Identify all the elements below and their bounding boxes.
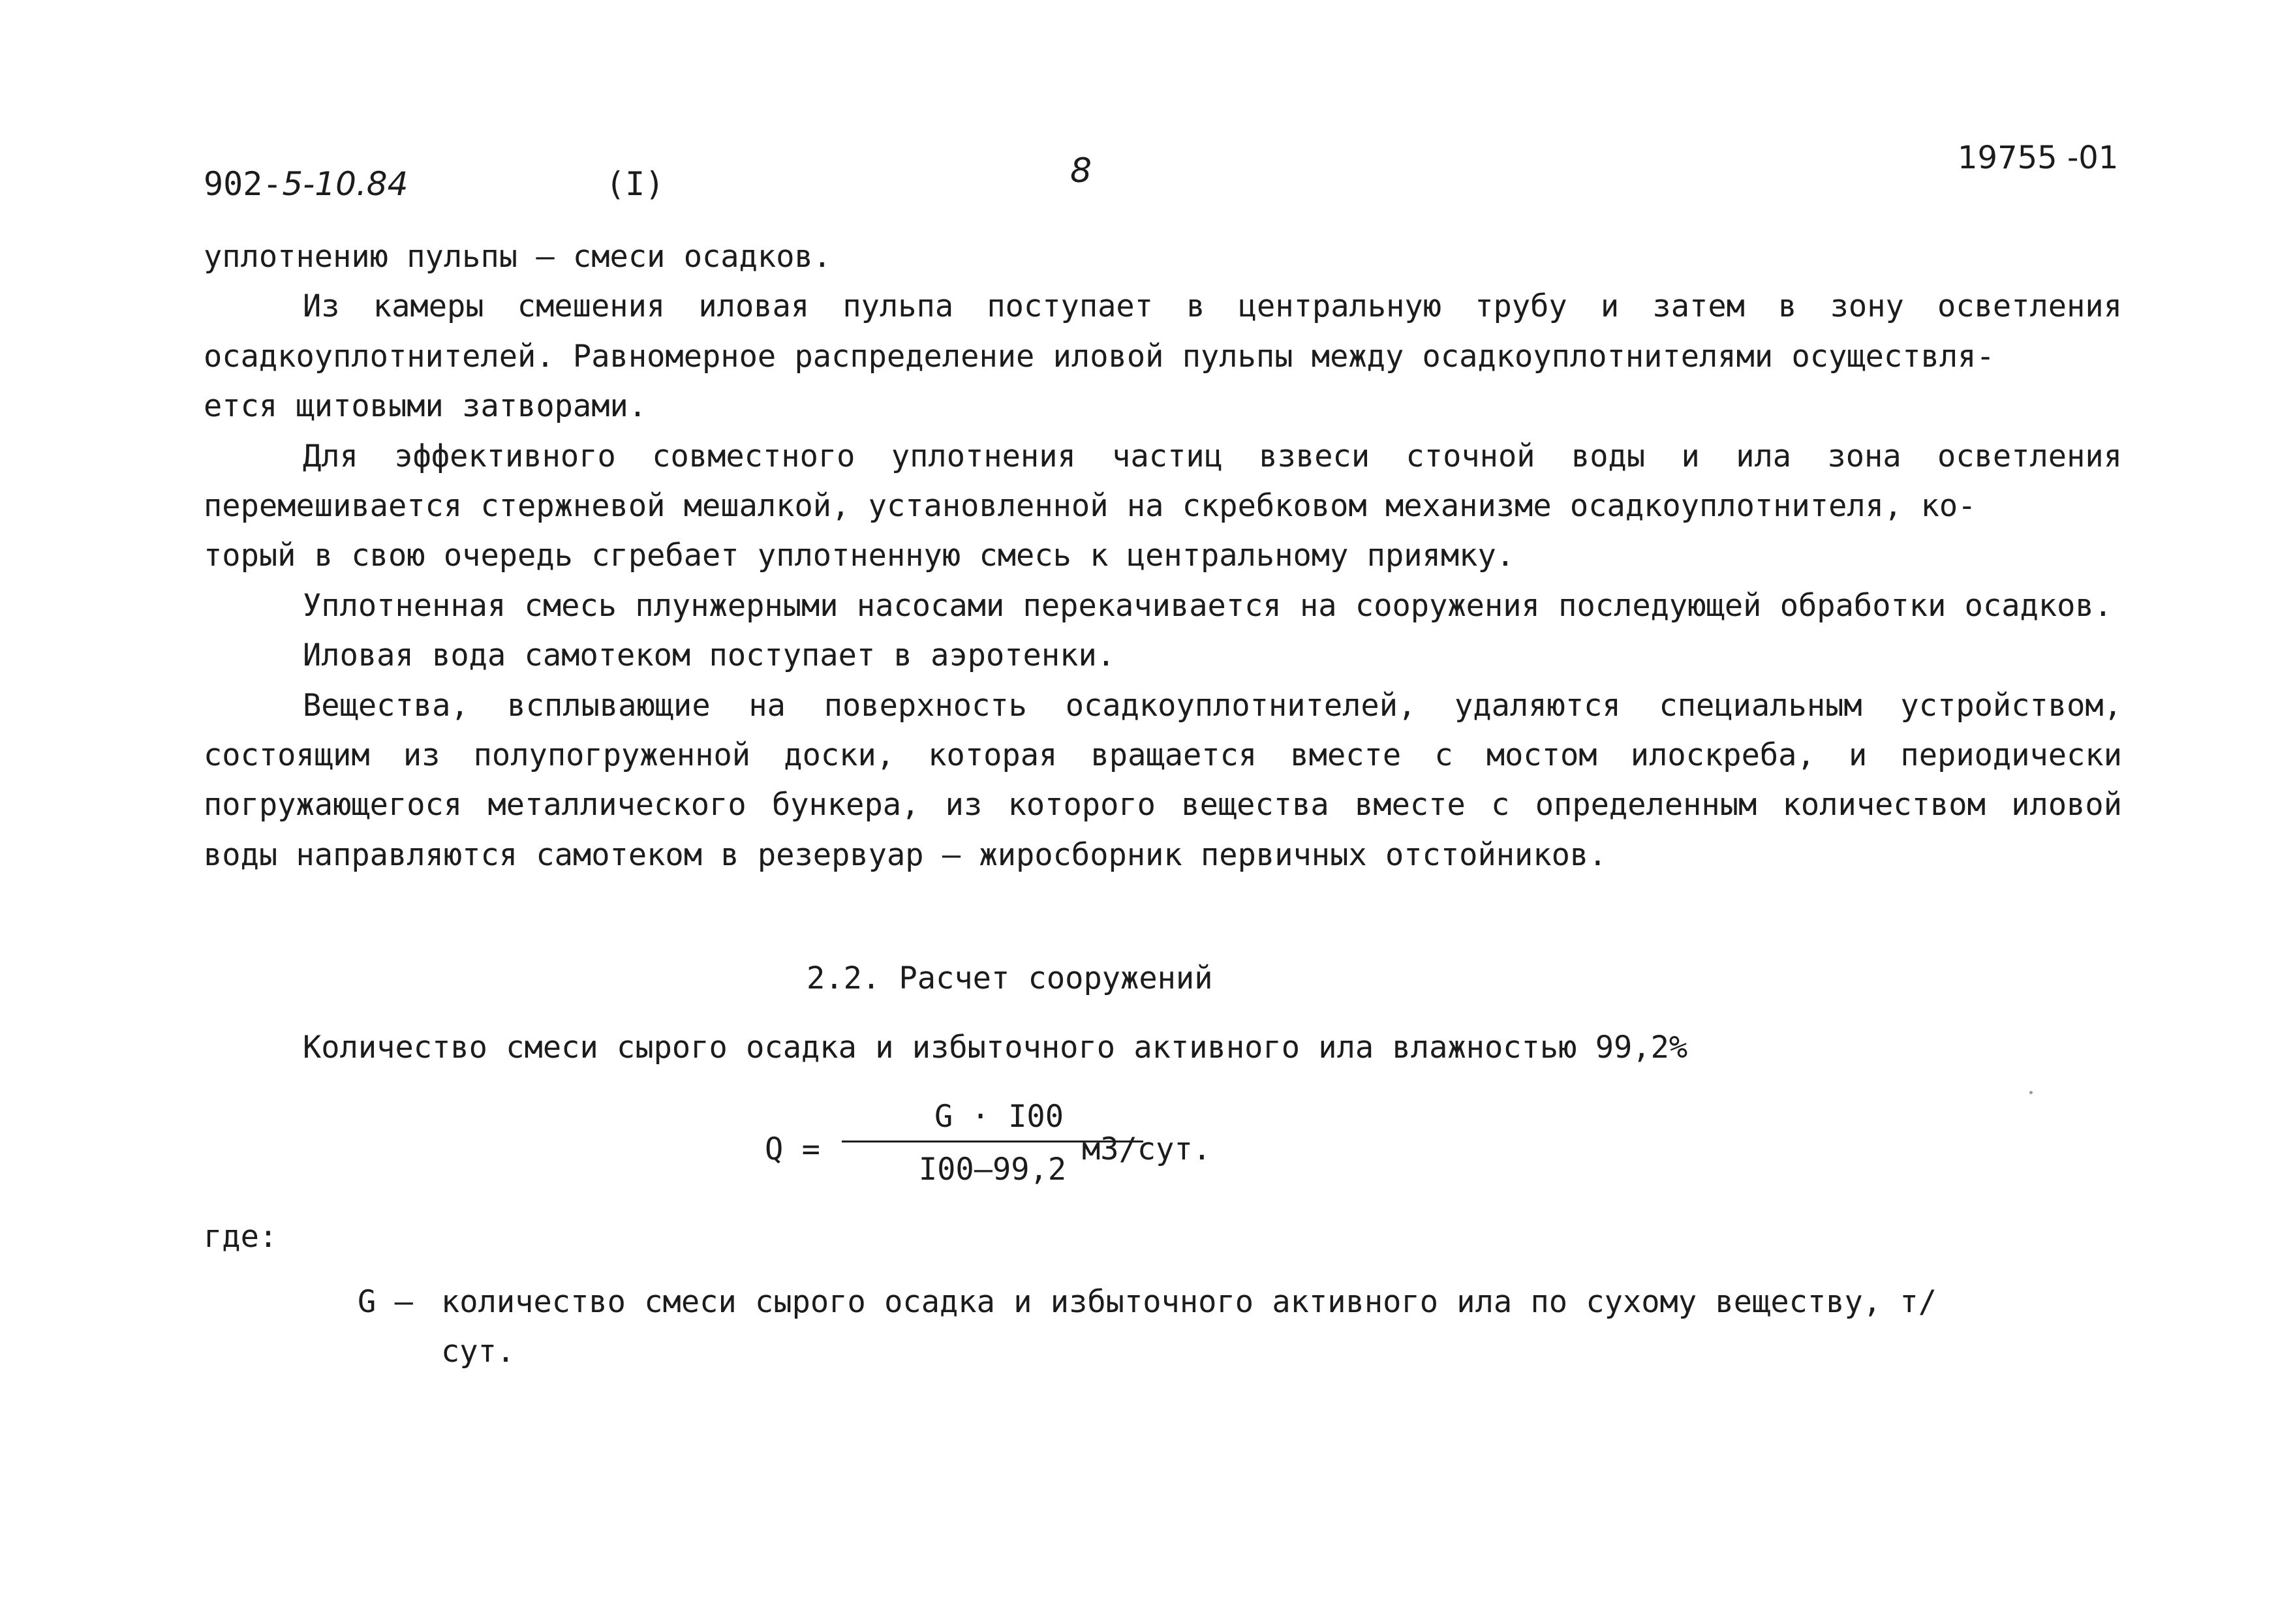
paragraph-mixing-chamber: Из камеры смешения иловая пульпа поступает в центральную трубу и затем в зону осветления осадкоуплотнителей. Равномерное распределение иловой пульпы между осадкоуплотнителями осуществля- ется щитовыми затворами. [204,288,2122,425]
paragraph-pumping: Уплотненная смесь плунжерными насосами перекачивается на сооружения последующей обработки осадков. [303,587,2113,624]
scan-speck [2029,1091,2033,1094]
formula-unit: м3/сут. [1082,1131,1212,1167]
formula-denominator: I00–99,2 [918,1152,1067,1187]
formula-intro: Количество смеси сырого осадка и избыточного активного ила влажностью 99,2% [303,1030,1688,1065]
definition-symbol: G – [358,1284,413,1320]
inventory-number: 19755 -01 [1958,140,2119,176]
document-code [204,164,408,204]
page-number: 8 [1070,151,1092,191]
paragraph-continuation: уплотнению пульпы – смеси осадков. [204,239,832,275]
paragraph-sludge-water: Иловая вода самотеком поступает в аэротенки. [303,637,1116,674]
body-text [204,232,2122,880]
paragraph-compaction: Для эффективного совместного уплотнения частиц взвеси сточной воды и ила зона осветления перемешивается стержневой мешалкой, установленной на скребковом механизме осадкоуплотнителя, ко- торый в свою очередь сгребает уплотненную смесь к центральному приямку. [204,438,2122,574]
document-code-prefix: 902- [204,165,283,203]
document-part: (I) [606,165,665,203]
formula-numerator: G · I00 [934,1099,1064,1135]
definition-text: количество смеси сырого осадка и избыточного активного ила по сухому веществу, т/сут. [441,1284,1937,1370]
formula-lhs: Q = [765,1131,820,1167]
document-code-handwritten: 5-10.84 [282,165,408,203]
paragraph-floating-substances: Вещества, всплывающие на поверхность осадкоуплотнителей, удаляются специальным устройством, состоящим из полупогруженной доски, которая вращается вместе с мостом илоскреба, и периодически погружающегося металлического бункера, из которого вещества вместе с определенным количеством иловой воды направляются самотеком в резервуар – жиросборник первичных отстойников. [204,687,2122,873]
section-title: 2.2. Расчет сооружений [807,960,1213,996]
where-label: где: [204,1219,278,1255]
